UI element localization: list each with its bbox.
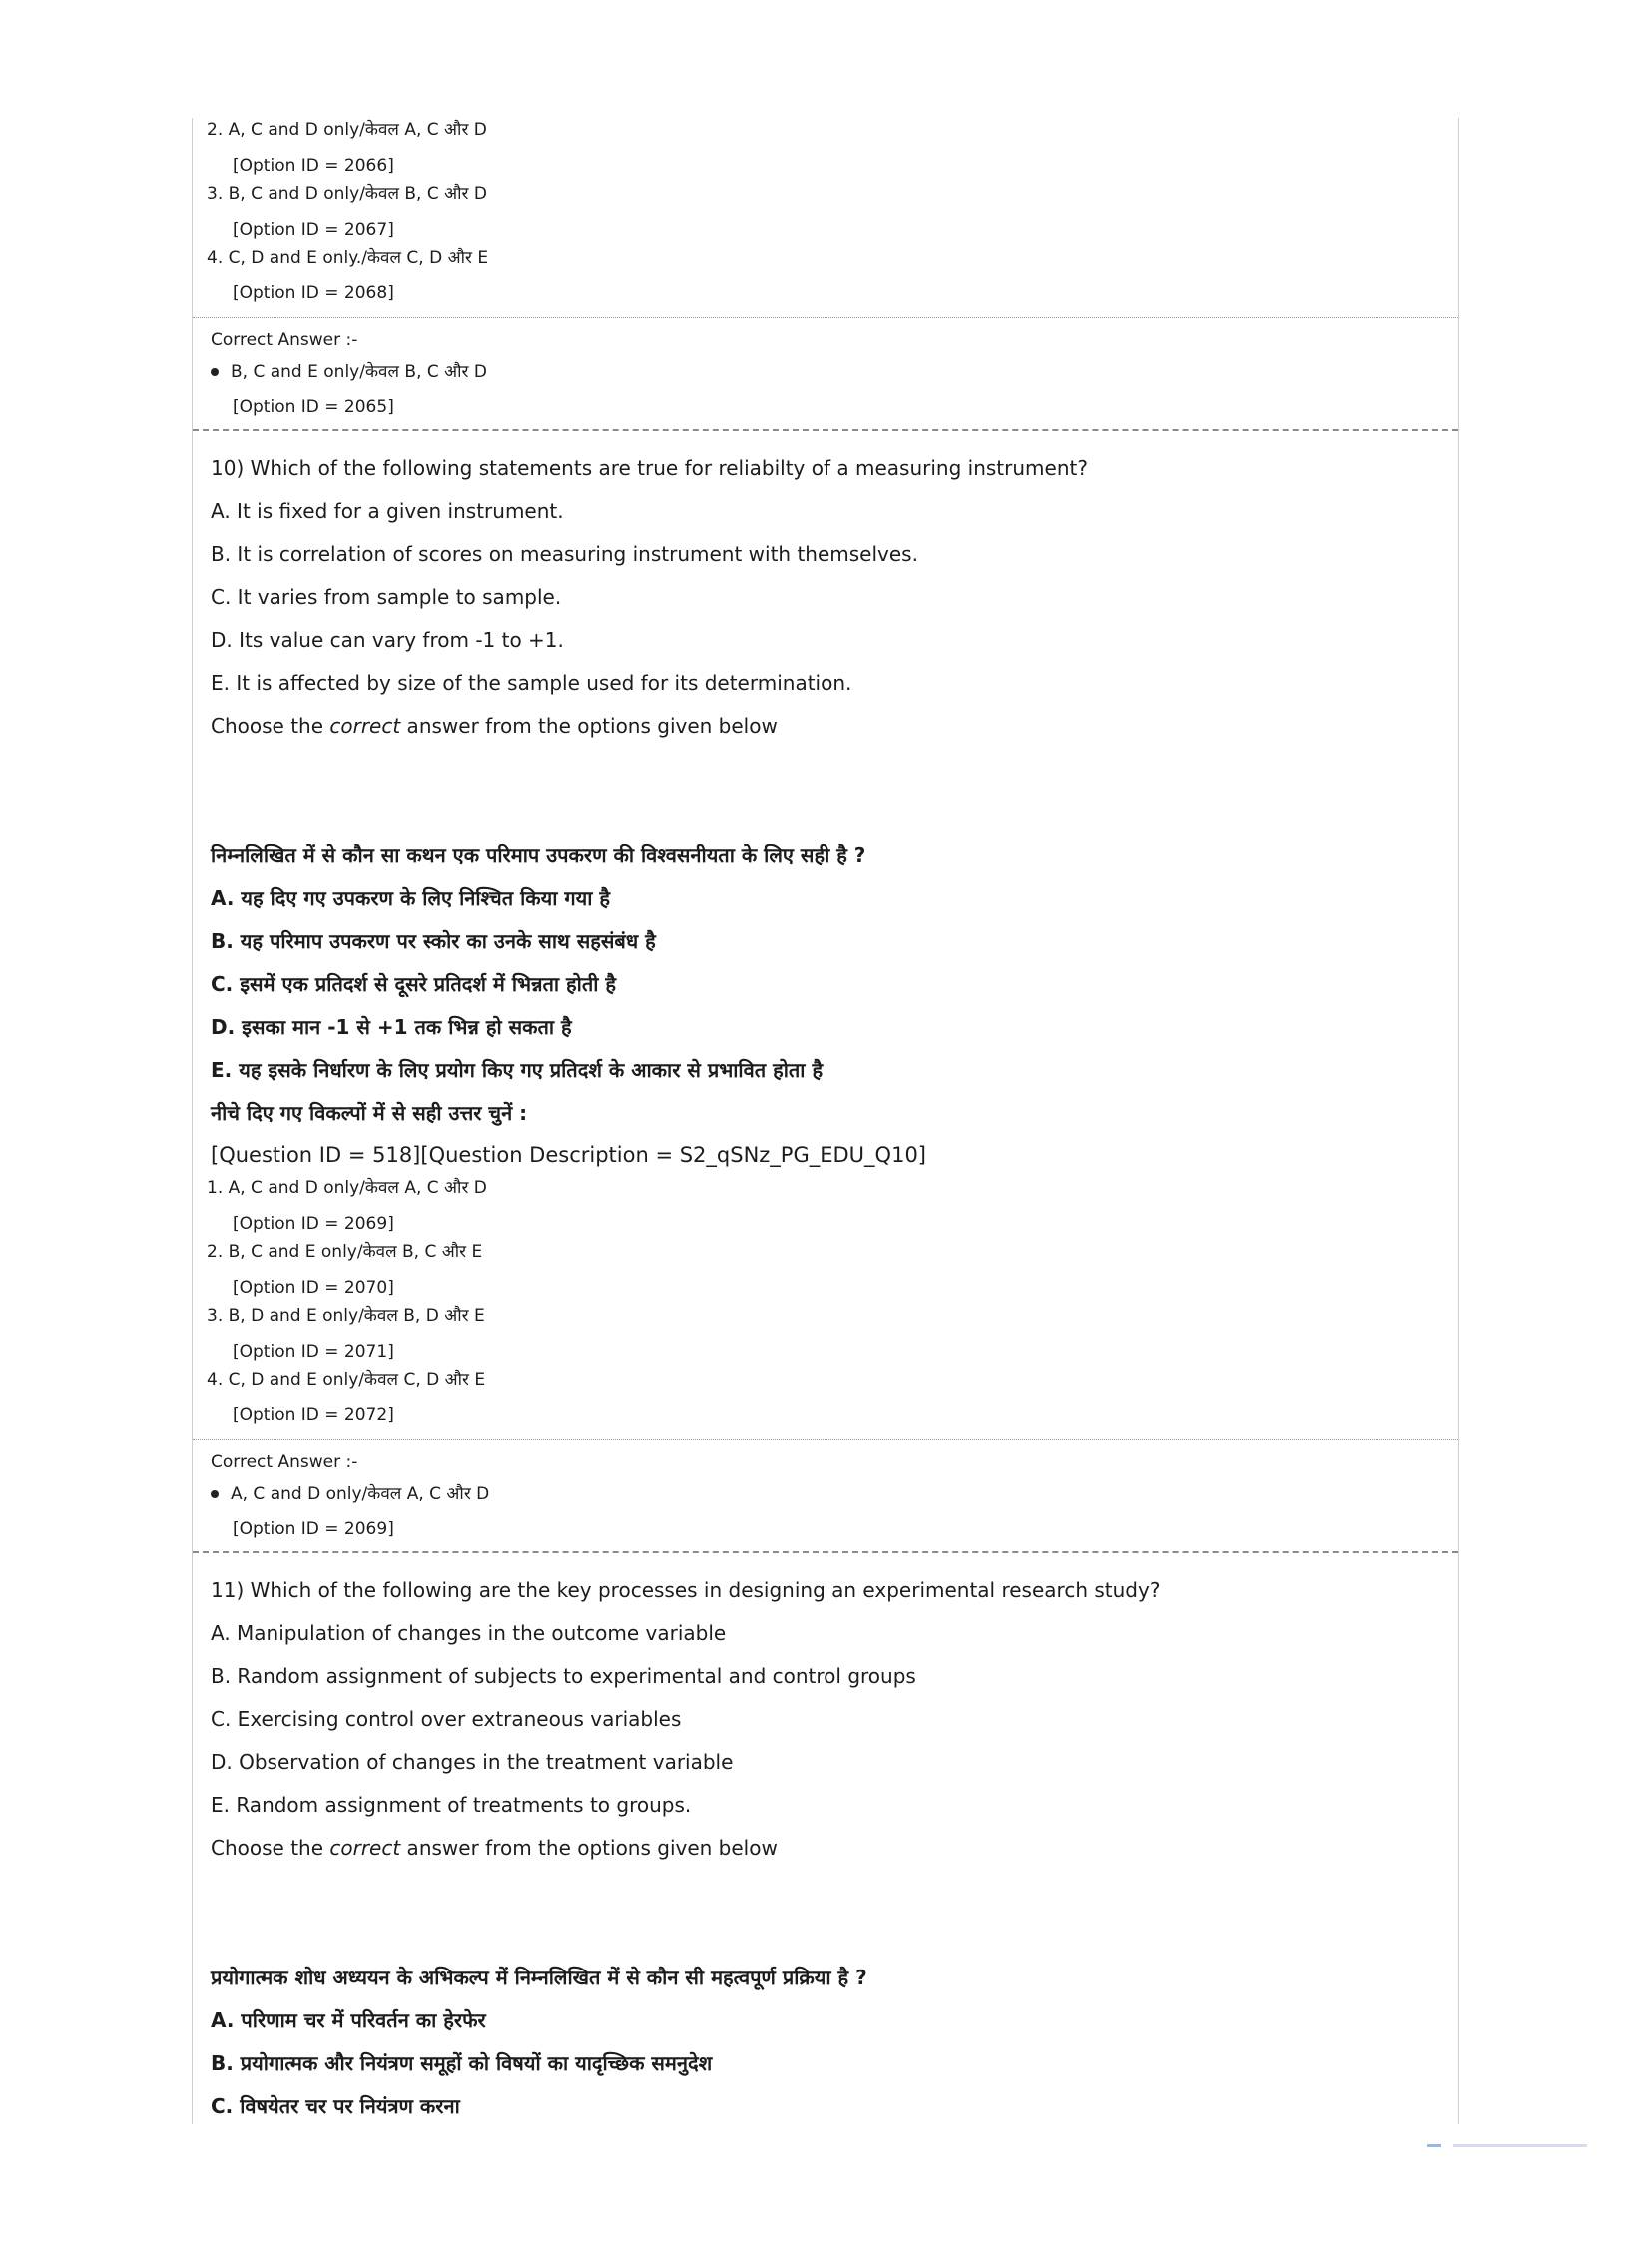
option-id: [Option ID = 2070] [233,1278,394,1298]
q10-hindi-choose: नीचे दिए गए विकल्पों में से सही उत्तर चुनें : [211,1101,528,1125]
choose-pre: Choose the [211,1836,330,1860]
q10-hindi-statement-e: E. यह इसके निर्धारण के लिए प्रयोग किए गए प्रतिदर्श के आकार से प्रभावित होता है [211,1058,824,1082]
q10-statement-b: B. It is correlation of scores on measuring instrument with themselves. [211,542,918,566]
option-id: [Option ID = 2072] [233,1406,394,1425]
correct-answer-label: A, C and D only/केवल A, C और D [231,1484,490,1504]
q10-statement-c: C. It varies from sample to sample. [211,585,562,609]
bullet-icon [211,368,219,376]
correct-answer [211,359,487,382]
question-separator [193,1551,1458,1553]
q11-hindi-statement-b: B. प्रयोगात्मक और नियंत्रण समूहों को विषयों का यादृच्छिक समनुदेश [211,2051,713,2075]
q11-hindi-statement-c: C. विषयेतर चर पर नियंत्रण करना [211,2094,460,2118]
q10-hindi-statement-a: A. यह दिए गए उपकरण के लिए निश्चित किया गया है [211,886,610,910]
q10-option-1: 1. A, C and D only/केवल A, C और D [207,1178,487,1198]
question-11-text: 11) Which of the following are the key processes in designing an experimental research study? [211,1578,1161,1602]
option-2: 2. A, C and D only/केवल A, C और D [207,120,487,140]
q11-statement-c: C. Exercising control over extraneous variables [211,1707,682,1731]
q10-statement-a: A. It is fixed for a given instrument. [211,499,564,523]
q10-hindi-statement-b: B. यह परिमाप उपकरण पर स्कोर का उनके साथ सहसंबंध है [211,929,656,953]
option-id: [Option ID = 2071] [233,1342,394,1362]
q10-hindi-question: निम्नलिखित में से कौन सा कथन एक परिमाप उपकरण की विश्वसनीयता के लिए सही है ? [211,844,866,867]
option-id: [Option ID = 2066] [233,156,394,176]
choose-pre: Choose the [211,714,330,738]
option-id: [Option ID = 2069] [233,1519,394,1539]
divider [193,1439,1458,1440]
page-corner-mark [1427,2144,1587,2147]
bullet-icon [211,1490,219,1498]
q10-hindi-statement-c: C. इसमें एक प्रतिदर्श से दूसरे प्रतिदर्श में भिन्नता होती है [211,972,617,996]
question-10-text: 10) Which of the following statements are true for reliabilty of a measuring instrument? [211,456,1088,480]
q11-hindi-statement-a: A. परिणाम चर में परिवर्तन का हेरफेर [211,2008,486,2032]
q11-statement-d: D. Observation of changes in the treatment variable [211,1750,734,1774]
option-4: 4. C, D and E only./केवल C, D और E [207,248,489,268]
option-id: [Option ID = 2065] [233,397,394,417]
q10-correct-answer-title: Correct Answer :- [211,1452,358,1472]
q10-statement-e: E. It is affected by size of the sample used for its determination. [211,671,852,695]
option-id: [Option ID = 2067] [233,220,394,240]
q11-choose-instruction [211,1836,778,1860]
q10-choose-instruction [211,714,778,738]
q11-hindi-question: प्रयोगात्मक शोध अध्ययन के अभिकल्प में निम्नलिखित में से कौन सी महत्वपूर्ण प्रक्रिया है ? [211,1966,867,1989]
correct-answer-title: Correct Answer :- [211,330,358,350]
q11-statement-e: E. Random assignment of treatments to groups. [211,1793,692,1817]
choose-em: correct [329,714,401,738]
correct-answer-label: B, C and E only/केवल B, C और D [231,362,487,382]
option-id: [Option ID = 2068] [233,283,394,303]
option-id: [Option ID = 2069] [233,1214,394,1234]
q10-question-id: [Question ID = 518][Question Description = S2_qSNz_PG_EDU_Q10] [211,1143,926,1167]
choose-em: correct [329,1836,401,1860]
q10-option-2: 2. B, C and E only/केवल B, C और E [207,1242,483,1262]
q10-correct-answer [211,1481,489,1504]
q10-option-4: 4. C, D and E only/केवल C, D और E [207,1370,486,1390]
q11-statement-a: A. Manipulation of changes in the outcome variable [211,1621,727,1645]
q10-option-3: 3. B, D and E only/केवल B, D और E [207,1306,485,1326]
q10-statement-d: D. Its value can vary from -1 to +1. [211,628,564,652]
q10-hindi-statement-d: D. इसका मान -1 से +1 तक भिन्न हो सकता है [211,1015,572,1039]
divider [193,317,1458,318]
option-3: 3. B, C and D only/केवल B, C और D [207,184,487,204]
choose-post: answer from the options given below [400,714,778,738]
question-separator [193,429,1458,431]
choose-post: answer from the options given below [400,1836,778,1860]
q11-statement-b: B. Random assignment of subjects to experimental and control groups [211,1664,916,1688]
